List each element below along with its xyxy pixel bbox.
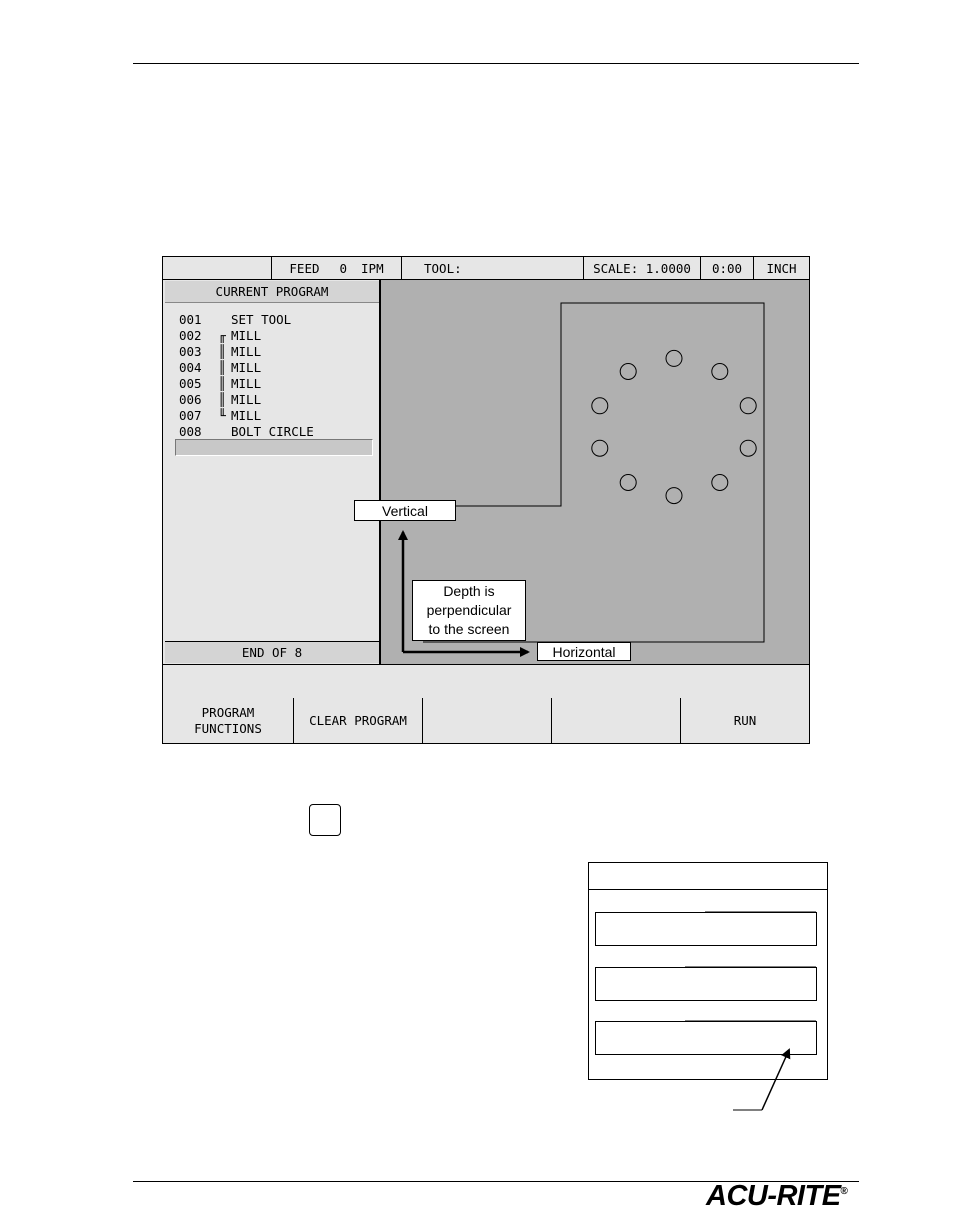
dialog-field-1[interactable]	[595, 912, 817, 946]
row-operation: BOLT CIRCLE	[231, 423, 314, 439]
row-group-mark: ║	[218, 359, 226, 375]
bolt-hole	[740, 440, 756, 456]
units-readout	[754, 257, 809, 279]
bolt-hole	[620, 364, 636, 380]
dro-screen	[162, 256, 810, 744]
horizontal-axis-label: Horizontal	[537, 642, 631, 661]
time-readout	[701, 257, 754, 279]
softkey-3[interactable]	[423, 698, 552, 743]
row-number: 005	[179, 375, 202, 391]
row-group-mark: ║	[218, 375, 226, 391]
softkey-4[interactable]	[552, 698, 681, 743]
row-operation: MILL	[231, 375, 262, 391]
program-functions-softkey[interactable]	[163, 698, 294, 743]
tool-label: TOOL:	[424, 260, 462, 276]
program-functions-label: PROGRAM FUNCTIONS	[194, 704, 262, 736]
row-operation: MILL	[231, 407, 262, 423]
program-insert-row[interactable]	[175, 439, 373, 456]
row-operation: MILL	[231, 343, 262, 359]
program-panel-header: CURRENT PROGRAM	[165, 281, 379, 303]
time-value: 0:00	[711, 260, 743, 276]
status-blank	[163, 257, 272, 279]
bolt-hole	[592, 440, 608, 456]
row-operation: MILL	[231, 359, 262, 375]
feed-label: FEED	[289, 260, 320, 276]
bolt-hole	[620, 475, 636, 491]
row-number: 007	[179, 407, 202, 423]
dialog-field-3[interactable]	[595, 1021, 817, 1055]
program-panel-footer: END OF 8	[165, 641, 379, 663]
bolt-hole	[666, 350, 682, 366]
row-group-mark: ╓	[218, 327, 226, 343]
dialog-wireframe	[588, 862, 828, 1080]
row-group-mark: ║	[218, 391, 226, 407]
feed-readout	[272, 257, 402, 279]
scale-value: SCALE: 1.0000	[593, 260, 691, 276]
row-number: 008	[179, 423, 202, 439]
acu-rite-logo	[706, 1180, 847, 1213]
bolt-circle-holes	[592, 350, 756, 503]
feed-value: 0	[339, 260, 348, 276]
dialog-field-2[interactable]	[595, 967, 817, 1001]
row-group-mark: ╙	[218, 407, 226, 423]
keypad-key[interactable]	[309, 804, 341, 836]
scale-readout	[584, 257, 701, 279]
status-bar	[163, 257, 809, 280]
row-number: 003	[179, 343, 202, 359]
message-bar	[163, 664, 809, 699]
bolt-hole	[592, 398, 608, 414]
bolt-hole	[712, 364, 728, 380]
row-number: 004	[179, 359, 202, 375]
row-number: 001	[179, 311, 202, 327]
softkey-bar	[163, 698, 809, 743]
run-label: RUN	[733, 712, 757, 728]
row-number: 006	[179, 391, 202, 407]
row-operation: MILL	[231, 327, 262, 343]
registered-mark: ®	[840, 1186, 848, 1197]
tool-readout	[402, 257, 584, 279]
bolt-hole	[666, 488, 682, 504]
header-rule	[133, 63, 859, 64]
bolt-hole	[740, 398, 756, 414]
units-value: INCH	[766, 260, 797, 276]
logo-text: ACU-RITE	[706, 1180, 841, 1212]
clear-program-label: CLEAR PROGRAM	[309, 712, 407, 728]
clear-program-softkey[interactable]	[294, 698, 423, 743]
feed-unit: IPM	[361, 260, 384, 276]
row-group-mark: ║	[218, 343, 226, 359]
bolt-hole	[712, 475, 728, 491]
dialog-title-divider	[589, 889, 827, 890]
row-operation: MILL	[231, 391, 262, 407]
row-number: 002	[179, 327, 202, 343]
run-softkey[interactable]	[681, 698, 809, 743]
vertical-axis-label: Vertical	[354, 500, 456, 521]
row-operation: SET TOOL	[231, 311, 292, 327]
depth-axis-label: Depth is perpendicular to the screen	[412, 580, 526, 641]
